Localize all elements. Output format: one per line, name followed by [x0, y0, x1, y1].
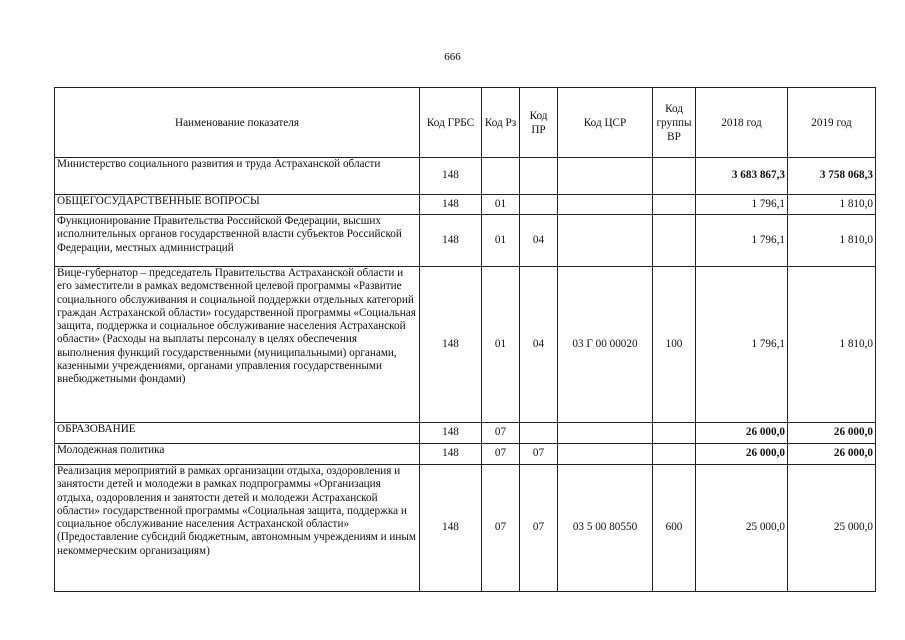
- row-2019: 3 758 068,3: [788, 158, 876, 195]
- header-2019: 2019 год: [788, 88, 876, 158]
- row-grbs: 148: [420, 465, 482, 592]
- row-2018: 1 796,1: [696, 267, 788, 423]
- row-name: Министерство социального развития и труда Астраханской области: [55, 158, 420, 195]
- row-name: Молодежная политика: [55, 444, 420, 465]
- table-row: [55, 267, 876, 423]
- row-csr: 03 5 00 80550: [558, 465, 653, 592]
- row-csr: [558, 195, 653, 215]
- row-vr: [653, 423, 696, 444]
- row-csr: [558, 423, 653, 444]
- row-rz: 01: [482, 267, 520, 423]
- row-2019: 1 810,0: [788, 215, 876, 267]
- row-2018: 26 000,0: [696, 423, 788, 444]
- row-vr: 100: [653, 267, 696, 423]
- row-2018: 25 000,0: [696, 465, 788, 592]
- row-2019: 26 000,0: [788, 423, 876, 444]
- row-vr: [653, 215, 696, 267]
- row-2019: 1 810,0: [788, 195, 876, 215]
- row-grbs: 148: [420, 195, 482, 215]
- row-vr: [653, 158, 696, 195]
- header-row: [55, 88, 876, 158]
- header-2018: 2018 год: [696, 88, 788, 158]
- row-rz: 01: [482, 215, 520, 267]
- row-2018: 26 000,0: [696, 444, 788, 465]
- row-name: ОБРАЗОВАНИЕ: [55, 423, 420, 444]
- header-pr: Код ПР: [520, 88, 558, 158]
- row-pr: 07: [520, 444, 558, 465]
- row-csr: [558, 215, 653, 267]
- row-name: ОБЩЕГОСУДАРСТВЕННЫЕ ВОПРОСЫ: [55, 195, 420, 215]
- row-pr: [520, 195, 558, 215]
- row-grbs: 148: [420, 267, 482, 423]
- row-vr: [653, 195, 696, 215]
- row-2018: 1 796,1: [696, 215, 788, 267]
- row-2018: 3 683 867,3: [696, 158, 788, 195]
- row-grbs: 148: [420, 423, 482, 444]
- row-pr: 04: [520, 267, 558, 423]
- row-rz: 07: [482, 423, 520, 444]
- row-grbs: 148: [420, 444, 482, 465]
- table-row: [55, 423, 876, 444]
- header-rz: Код Рз: [482, 88, 520, 158]
- page-number: 666: [444, 51, 461, 63]
- row-pr: [520, 158, 558, 195]
- table-row: [55, 195, 876, 215]
- header-vr: Код группы ВР: [653, 88, 696, 158]
- row-name: Вице-губернатор – председатель Правительства Астраханской области и его заместители в рамках ведомственной целевой программы «Развитие социального обслуживания и социальной поддержки отдельных категорий граждан Астраханской области» государственной программы «Социальная защита, поддержка и социальное обслуживание населения Астраханской области» (Расходы на выплаты персоналу в целях обеспечения выполнения функций государственными (муниципальными) органами, казенными учреждениями, органами управления государственными внебюджетными фондами): [55, 267, 420, 423]
- row-rz: 01: [482, 195, 520, 215]
- table-row: [55, 444, 876, 465]
- row-csr: 03 Г 00 00020: [558, 267, 653, 423]
- header-name: Наименование показателя: [55, 88, 420, 158]
- row-csr: [558, 444, 653, 465]
- row-grbs: 148: [420, 158, 482, 195]
- row-name: Реализация мероприятий в рамках организации отдыха, оздоровления и занятости детей и молодежи в рамках подпрограммы «Организация отдыха, оздоровления и занятости детей и молодежи Астраханской области» государственной программы «Социальная защита, поддержка и социальное обслуживание населения Астраханской области» (Предоставление субсидий бюджетным, автономным учреждениям и иным некоммерческим организациям): [55, 465, 420, 592]
- row-pr: [520, 423, 558, 444]
- table-row: [55, 465, 876, 592]
- row-2018: 1 796,1: [696, 195, 788, 215]
- row-name: Функционирование Правительства Российской Федерации, высших исполнительных органов государственной власти субъектов Российской Федерации, местных администраций: [55, 215, 420, 267]
- budget-table: [54, 87, 876, 592]
- row-2019: 25 000,0: [788, 465, 876, 592]
- table-row: [55, 215, 876, 267]
- row-csr: [558, 158, 653, 195]
- header-grbs: Код ГРБС: [420, 88, 482, 158]
- table-row: [55, 158, 876, 195]
- row-rz: [482, 158, 520, 195]
- row-2019: 1 810,0: [788, 267, 876, 423]
- row-vr: 600: [653, 465, 696, 592]
- header-csr: Код ЦСР: [558, 88, 653, 158]
- row-rz: 07: [482, 444, 520, 465]
- row-pr: 04: [520, 215, 558, 267]
- row-grbs: 148: [420, 215, 482, 267]
- row-2019: 26 000,0: [788, 444, 876, 465]
- row-vr: [653, 444, 696, 465]
- row-pr: 07: [520, 465, 558, 592]
- row-rz: 07: [482, 465, 520, 592]
